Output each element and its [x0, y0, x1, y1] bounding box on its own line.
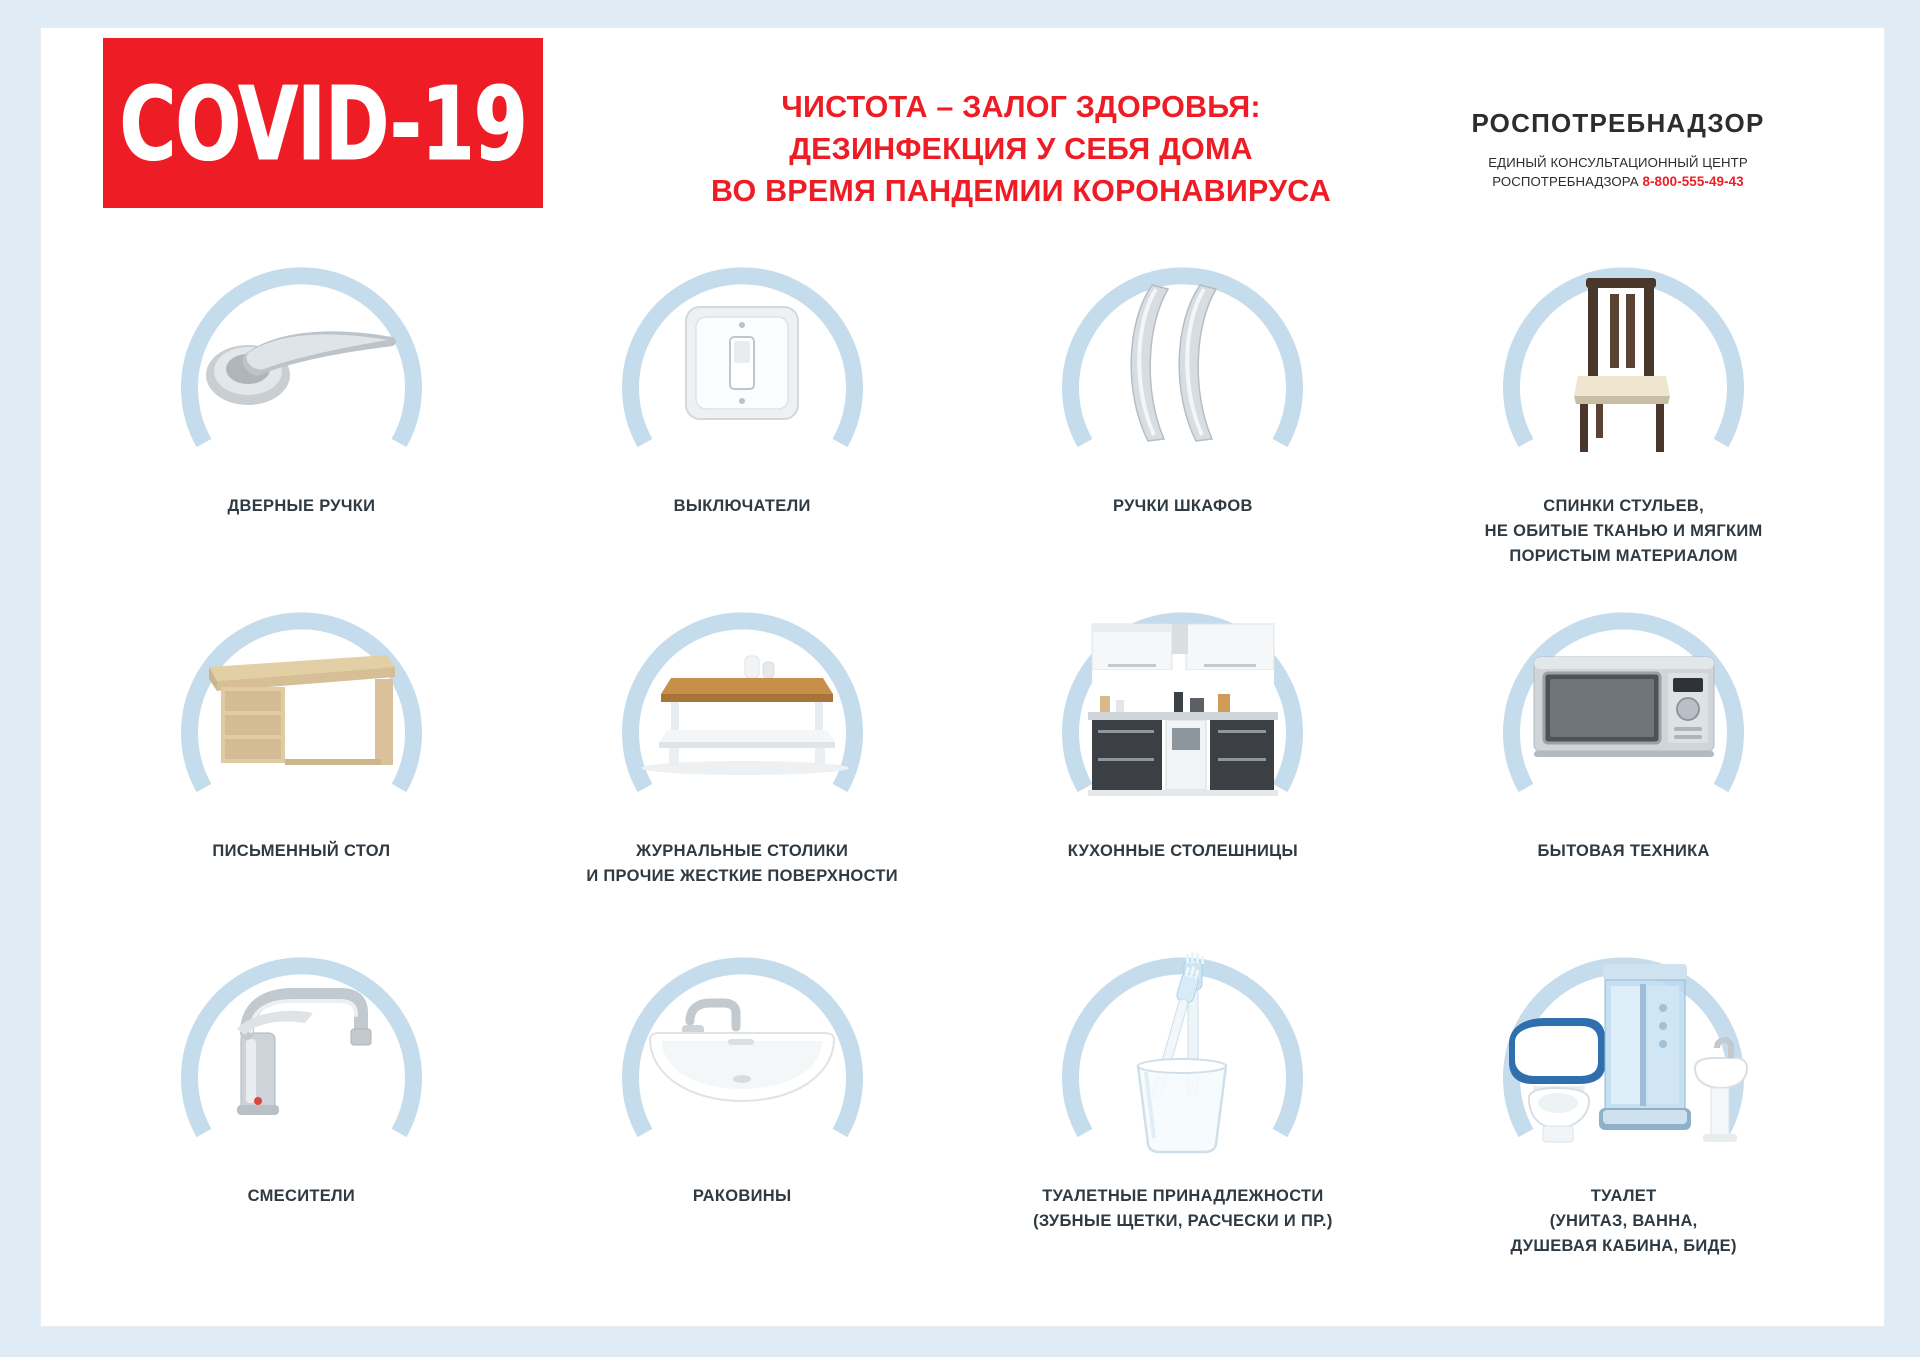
- icon-ring-wrapper: [610, 928, 875, 1178]
- icon-ring-wrapper: [1491, 928, 1756, 1178]
- caption-line: РУЧКИ ШКАФОВ: [1113, 497, 1253, 515]
- grid-item-chair-backs: [1403, 238, 1844, 583]
- door-handle-icon: [169, 238, 434, 488]
- caption-line: ДВЕРНЫЕ РУЧКИ: [227, 497, 376, 515]
- grid-item-cabinet-handles: [963, 238, 1404, 583]
- poster: [40, 27, 1885, 1327]
- caption-line: ПОРИСТЫМ МАТЕРИАЛОМ: [1509, 546, 1738, 565]
- icon-ring-wrapper: [1491, 583, 1756, 833]
- icon-ring-wrapper: [1050, 238, 1315, 488]
- coffee-table-icon: [610, 583, 875, 833]
- organization-genitive-line: РОСПОТРЕБНАДЗОРА: [1492, 174, 1639, 190]
- icon-ring-wrapper: [1050, 928, 1315, 1178]
- grid-item-door-handles: [81, 238, 522, 583]
- caption-line: ТУАЛЕТНЫЕ ПРИНАДЛЕЖНОСТИ: [1042, 1187, 1324, 1205]
- icon-ring-wrapper: [610, 583, 875, 833]
- grid-item-faucets: [81, 928, 522, 1273]
- caption-line: (УНИТАЗ, ВАННА,: [1549, 1211, 1698, 1230]
- caption-line: ВЫКЛЮЧАТЕЛИ: [673, 497, 811, 515]
- sink-icon: [610, 928, 875, 1178]
- page-title: [581, 86, 1461, 212]
- chair-icon: [1491, 238, 1756, 488]
- consultation-center-line: ЕДИНЫЙ КОНСУЛЬТАЦИОННЫЙ ЦЕНТР: [1488, 155, 1748, 170]
- icon-ring-wrapper: [169, 583, 434, 833]
- poster-header: [41, 28, 1884, 228]
- grid-item-home-appliances: [1403, 583, 1844, 928]
- grid-item-light-switches: [522, 238, 963, 583]
- microwave-icon: [1491, 583, 1756, 833]
- hotline-phone: 8-800-555-49-43: [1642, 174, 1744, 190]
- caption-line: БЫТОВАЯ ТЕХНИКА: [1537, 842, 1710, 860]
- writing-desk-icon: [169, 583, 434, 833]
- caption-line: ТУАЛЕТ: [1590, 1187, 1657, 1205]
- grid-item-kitchen-countertops: [963, 583, 1404, 928]
- grid-item-caption: [1485, 494, 1763, 568]
- caption-line: СПИНКИ СТУЛЬЕВ,: [1543, 497, 1704, 515]
- caption-line: КУХОННЫЕ СТОЛЕШНИЦЫ: [1067, 842, 1298, 860]
- grid-item-caption: [1511, 1184, 1737, 1258]
- kitchen-countertop-icon: [1050, 583, 1315, 833]
- covid-19-badge-label: COVID-19: [119, 62, 527, 184]
- icon-ring-wrapper: [610, 238, 875, 488]
- caption-line: (ЗУБНЫЕ ЩЕТКИ, РАСЧЕСКИ И ПР.): [1033, 1211, 1333, 1230]
- icon-ring-wrapper: [169, 238, 434, 488]
- toothbrush-cup-icon: [1050, 928, 1315, 1178]
- grid-item-sinks: [522, 928, 963, 1273]
- page-title-line-3: ВО ВРЕМЯ ПАНДЕМИИ КОРОНАВИРУСА: [711, 174, 1331, 209]
- caption-line: НЕ ОБИТЫЕ ТКАНЬЮ И МЯГКИМ: [1484, 521, 1763, 540]
- organization-block: [1408, 108, 1828, 192]
- caption-line: ЖУРНАЛЬНЫЕ СТОЛИКИ: [636, 842, 849, 860]
- organization-name: РОСПОТРЕБНАДЗОР: [1471, 108, 1765, 138]
- light-switch-icon: [610, 238, 875, 488]
- surface-grid: [41, 238, 1884, 1273]
- page-title-line-1: ЧИСТОТА – ЗАЛОГ ЗДОРОВЬЯ:: [781, 90, 1261, 124]
- organization-subtitle: [1408, 153, 1828, 192]
- grid-item-toilet-bath: [1403, 928, 1844, 1273]
- grid-item-toiletries: [963, 928, 1404, 1273]
- icon-ring-wrapper: [169, 928, 434, 1178]
- bathroom-icon: [1491, 928, 1756, 1178]
- grid-item-writing-desk: [81, 583, 522, 928]
- page-title-line-2: ДЕЗИНФЕКЦИЯ У СЕБЯ ДОМА: [789, 132, 1253, 167]
- cabinet-handles-icon: [1050, 238, 1315, 488]
- icon-ring-wrapper: [1491, 238, 1756, 488]
- caption-line: РАКОВИНЫ: [692, 1187, 792, 1205]
- caption-line: ПИСЬМЕННЫЙ СТОЛ: [212, 842, 391, 860]
- caption-line: И ПРОЧИЕ ЖЕСТКИЕ ПОВЕРХНОСТИ: [586, 866, 898, 885]
- faucet-icon: [169, 928, 434, 1178]
- caption-line: СМЕСИТЕЛИ: [247, 1187, 356, 1205]
- caption-line: ДУШЕВАЯ КАБИНА, БИДЕ): [1510, 1236, 1737, 1255]
- icon-ring-wrapper: [1050, 583, 1315, 833]
- grid-item-coffee-tables: [522, 583, 963, 928]
- covid-19-badge: [103, 38, 543, 208]
